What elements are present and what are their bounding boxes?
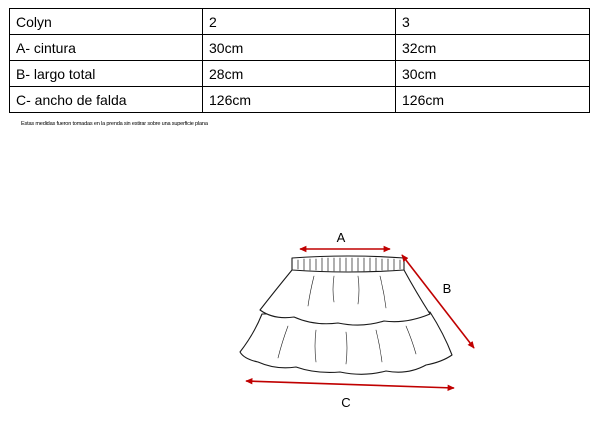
measure-value-cell: 126cm — [396, 87, 590, 113]
measure-value-cell: 32cm — [396, 35, 590, 61]
table-row — [10, 61, 590, 87]
measure-label-cell: A- cintura — [10, 35, 203, 61]
table-header-row — [10, 9, 590, 35]
dimension-arrow-c — [246, 381, 454, 388]
dimension-label-c: C — [341, 395, 351, 410]
measure-value-cell: 28cm — [203, 61, 396, 87]
skirt-upper-tier — [260, 270, 430, 325]
dimension-label-a: A — [336, 230, 346, 245]
size-table — [9, 8, 590, 113]
skirt-waistband — [292, 256, 404, 272]
measure-value-cell: 30cm — [203, 35, 396, 61]
table-row — [10, 87, 590, 113]
table-row — [10, 35, 590, 61]
skirt-icon — [240, 256, 452, 374]
size-header-cell: 3 — [396, 9, 590, 35]
measure-value-cell: 126cm — [203, 87, 396, 113]
measure-label-cell: C- ancho de falda — [10, 87, 203, 113]
product-name-cell: Colyn — [10, 9, 203, 35]
dimension-label-b: B — [442, 281, 452, 296]
skirt-measurement-diagram — [230, 222, 490, 422]
measure-value-cell: 30cm — [396, 61, 590, 87]
measure-label-cell: B- largo total — [10, 61, 203, 87]
measurement-note: Estas medidas fueron tomadas en la prenda sin estirar sobre una superficie plana — [21, 121, 208, 127]
size-header-cell: 2 — [203, 9, 396, 35]
